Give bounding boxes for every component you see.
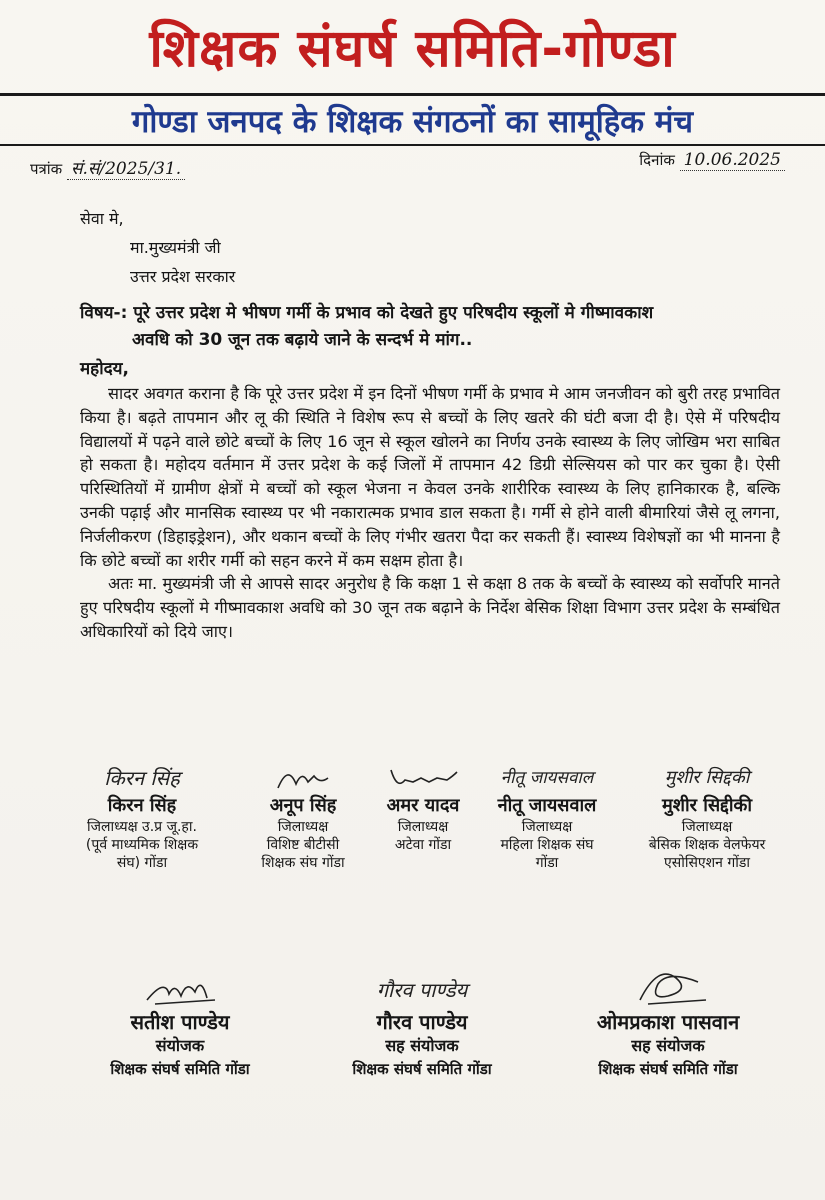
- header-rule-bottom: [0, 144, 825, 146]
- subject-line-1: विषय-: पूरे उत्तर प्रदेश मे भीषण गर्मी के प्रभाव को देखते हुए परिषदीय स्कूलों मे गीष्मावकाश: [80, 303, 654, 323]
- signatory-gaurav-pandey: [312, 970, 532, 1080]
- signatory-role: सह संयोजक: [631, 1036, 705, 1055]
- signatory-designation: जिलाध्यक्ष उ.प्र जू.हा.: [87, 819, 197, 835]
- date-label: दिनांक: [639, 151, 675, 169]
- body-paragraph-1: सादर अवगत कराना है कि पूरे उत्तर प्रदेश में इन दिनों भीषण गर्मी के प्रभाव मे आम जनजीवन को बुरी तरह प्रभावित किया है। बढ़ते तापमान और लू की स्थिति ने विशेष रूप से बच्चों के लिए खतरे की घंटी बजा दी है। ऐसे में परिषदीय विद्यालयों में पढ़ने वाले छोटे बच्चों के लिए 16 जून से स्कूल खोलने का निर्णय उनके स्वास्थ्य के लिए जोखिम भरा साबित हो सकता है। महोदय वर्तमान में उत्तर प्रदेश के कई जिलों में तापमान 42 डिग्री सेल्सियस को पार कर चुका है। ऐसी परिस्थितियों में ग्रामीण क्षेत्रों मे बच्चों को स्कूल भेजना न केवल उनके शारीरिक स्वास्थ्य के लिए हानिकारक है, बल्कि उनकी पढ़ाई और मानसिक स्वास्थ्य पर भी नकारात्मक प्रभाव डाल सकता है। गर्मी से होने वाली बीमारियां जैसे लू लगना, निर्जलीकरण (डिहाइड्रेशन), और थकान बच्चों के लिए गंभीर खतरा पैदा कर सकती हैं। स्वास्थ्य विशेषज्ञों का भी मानना है कि छोटे बच्चों का शरीर गर्मी को सहन करने में कम सक्षम होता है।: [80, 384, 780, 570]
- signatory-organization: शिक्षक संघर्ष समिति गोंडा: [352, 1060, 492, 1078]
- subject-line-2: अवधि को 30 जून तक बढ़ाये जाने के सन्दर्भ मे मांग..: [132, 330, 473, 350]
- signatory-name: मुशीर सिद्दीकी: [662, 795, 752, 816]
- signatory-designation: गोंडा: [535, 855, 559, 871]
- signatory-omprakash-paswan: [548, 960, 788, 1080]
- signatory-designation: बेसिक शिक्षक वेलफेयर: [648, 837, 766, 853]
- signatory-kiran-singh: [62, 762, 222, 872]
- address-line-2: मा.मुख्यमंत्री जी: [130, 238, 221, 257]
- signatory-name: नीतू जायसवाल: [497, 795, 597, 816]
- signatory-name: गौरव पाण्डेय: [376, 1010, 468, 1034]
- signatory-designation: (पूर्व माध्यमिक शिक्षक: [85, 837, 199, 853]
- organization-subtitle: गोण्डा जनपद के शिक्षक संगठनों का सामूहिक मंच: [131, 104, 694, 140]
- signatory-name: ओमप्रकाश पासवान: [596, 1010, 740, 1034]
- signatory-designation: संघ) गोंडा: [116, 855, 168, 871]
- signatory-designation: महिला शिक्षक संघ: [500, 837, 594, 853]
- signatory-satish-pandey: [70, 970, 290, 1080]
- signatory-designation: जिलाध्यक्ष: [521, 819, 573, 835]
- organization-title: शिक्षक संघर्ष समिति-गोण्डा: [149, 19, 676, 79]
- signatory-amar-yadav: [368, 762, 478, 854]
- signature-handwritten: किरन सिंह: [104, 766, 180, 790]
- signatory-role: सह संयोजक: [385, 1036, 459, 1055]
- signature-icon: [618, 960, 718, 1010]
- signature-handwritten: नीतू जायसवाल: [500, 768, 594, 788]
- letter-date: [639, 150, 785, 170]
- signatory-designation: जिलाध्यक्ष: [277, 819, 329, 835]
- signatory-name: अमर यादव: [386, 795, 460, 816]
- signatory-designation: जिलाध्यक्ष: [397, 819, 449, 835]
- signatory-anup-singh: [228, 762, 378, 872]
- signatory-neetu-jaiswal: [472, 762, 622, 872]
- signatory-organization: शिक्षक संघर्ष समिति गोंडा: [110, 1060, 250, 1078]
- letter-subject: [80, 300, 790, 354]
- signatory-designation: शिक्षक संघ गोंडा: [261, 855, 345, 871]
- reference-number: [30, 156, 185, 179]
- signature-icon: [383, 762, 463, 794]
- signatory-name: सतीश पाण्डेय: [130, 1010, 230, 1034]
- signatory-designation: जिलाध्यक्ष: [681, 819, 733, 835]
- signatory-organization: शिक्षक संघर्ष समिति गोंडा: [598, 1060, 738, 1078]
- reference-label: पत्रांक: [30, 160, 63, 178]
- signatory-designation: विशिष्ट बीटीसी: [266, 837, 340, 853]
- signatory-role: संयोजक: [155, 1036, 205, 1055]
- signature-icon: [135, 970, 225, 1010]
- date-value: 10.06.2025: [680, 150, 785, 171]
- letter-body: [80, 382, 780, 644]
- signature-handwritten: गौरव पाण्डेय: [376, 978, 468, 1002]
- signatory-designation: एसोसिएशन गोंडा: [663, 855, 751, 871]
- body-paragraph-2: अतः मा. मुख्यमंत्री जी से आपसे सादर अनुरोध है कि कक्षा 1 से कक्षा 8 तक के बच्चों के स्वास्थ्य को सर्वोपरि मानते हुए परिषदीय स्कूलों मे गीष्मावकाश अवधि को 30 जून तक बढ़ाने के निर्देश बेसिक शिक्षा विभाग उत्तर प्रदेश के सम्बंधित अधिकारियों को दिये जाए।: [80, 574, 780, 641]
- signatory-musheer-siddiqui: [622, 762, 792, 872]
- address-line-3: उत्तर प्रदेश सरकार: [130, 267, 236, 286]
- signatory-designation: अटेवा गोंडा: [394, 837, 452, 853]
- salutation: महोदय,: [80, 359, 129, 379]
- recipient-address: [80, 204, 235, 291]
- signature-icon: [268, 762, 338, 794]
- signatory-name: किरन सिंह: [107, 795, 177, 816]
- reference-value: सं.सं/2025/31.: [67, 159, 185, 180]
- signatory-name: अनूप सिंह: [269, 795, 337, 816]
- header-rule-top: [0, 93, 825, 96]
- signature-handwritten: मुशीर सिद्दकी: [664, 767, 750, 788]
- address-line-1: सेवा मे,: [80, 209, 124, 228]
